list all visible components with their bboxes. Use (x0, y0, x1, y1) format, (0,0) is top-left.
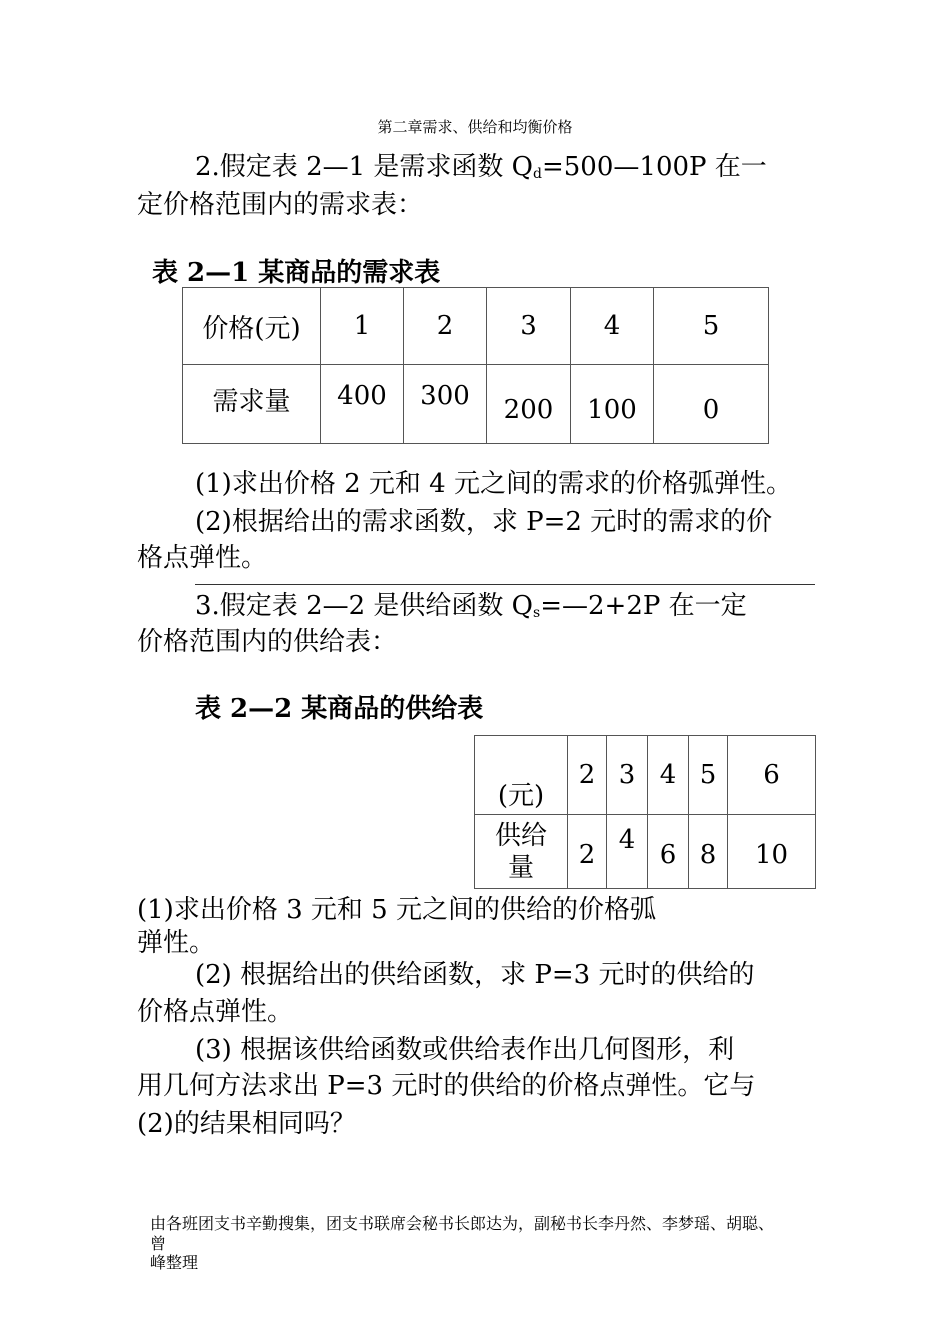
q2-line1-post: =500—100P 在一 (541, 152, 767, 182)
q2-table-title: 表 2—1 某商品的需求表 (152, 258, 441, 288)
q3-table-title: 表 2—2 某商品的供给表 (195, 694, 484, 724)
supply-table-cell: (元) (475, 736, 568, 815)
demand-table-cell: 4 (571, 288, 654, 365)
supply-label-top: 供给 (494, 820, 547, 851)
q3-line1-pre: 3.假定表 2—2 是供给函数 Q (195, 591, 534, 621)
q2-sub2-line1: (2)根据给出的需求函数，求 P=2 元时的需求的价 (195, 507, 773, 537)
q3-sub2-line1: (2) 根据给出的供给函数，求 P=3 元时的供给的 (195, 960, 755, 990)
q3-line1-post: =—2+2P 在一定 (540, 591, 747, 621)
q3-sub1-line2: 弹性。 (137, 928, 216, 958)
supply-table (474, 735, 816, 889)
demand-table-row-price (183, 288, 769, 365)
supply-table-cell: 6 (648, 815, 689, 889)
supply-table-cell: 2 (568, 736, 607, 815)
supply-table-cell: 4 (648, 736, 689, 815)
demand-table (182, 287, 769, 444)
supply-table-cell: 8 (689, 815, 728, 889)
supply-table-cell: 3 (607, 736, 648, 815)
demand-table-cell: 2 (404, 288, 487, 365)
q3-line1 (195, 589, 747, 630)
demand-table-cell: 300 (404, 365, 487, 444)
divider-line (195, 584, 815, 585)
supply-table-cell: 4 (607, 815, 648, 889)
q2-line2: 定价格范围内的需求表： (137, 190, 424, 220)
demand-table-cell: 3 (487, 288, 571, 365)
q3-sub2-line2: 价格点弹性。 (137, 997, 294, 1027)
demand-table-cell: 需求量 (183, 365, 321, 444)
q2-sub2-line2: 格点弹性。 (137, 543, 268, 573)
demand-table-cell: 400 (321, 365, 404, 444)
demand-table-cell: 100 (571, 365, 654, 444)
page-header-title: 第二章需求、供给和均衡价格 (377, 118, 573, 136)
q3-line2: 价格范围内的供给表： (137, 627, 398, 657)
demand-table-cell: 0 (654, 365, 769, 444)
q3-sub3-line1: (3) 根据该供给函数或供给表作出几何图形，利 (195, 1035, 735, 1065)
q2-line1 (195, 150, 767, 191)
supply-table-cell: 2 (568, 815, 607, 889)
supply-table-cell: 5 (689, 736, 728, 815)
demand-table-row-quantity (183, 365, 769, 444)
q3-line1-subscript: s (533, 605, 541, 621)
footer-line3: 峰整理 (150, 1253, 199, 1272)
footer-line1: 由各班团支书辛勤搜集，团支书联席会秘书长郎达为，副秘书长李丹然、李梦瑶、胡聪、 (150, 1214, 775, 1233)
supply-table-cell: 6 (728, 736, 816, 815)
q3-sub3-line3: (2)的结果相同吗？ (137, 1109, 356, 1139)
demand-table-cell: 价格(元) (183, 288, 321, 365)
footer-line2: 曾 (150, 1234, 167, 1253)
demand-table-cell: 200 (487, 365, 571, 444)
supply-table-label-cell (475, 815, 568, 889)
supply-table-row-quantity (475, 815, 816, 889)
supply-table-cell: 10 (728, 815, 816, 889)
demand-table-cell: 5 (654, 288, 769, 365)
supply-label-bottom: 量 (507, 852, 534, 883)
supply-table-row-price (475, 736, 816, 815)
q2-line1-subscript: d (533, 166, 542, 182)
q2-sub1: (1)求出价格 2 元和 4 元之间的需求的价格弧弹性。 (195, 469, 792, 499)
q3-sub1-line1: (1)求出价格 3 元和 5 元之间的供给的价格弧 (137, 895, 656, 925)
q3-sub3-line2: 用几何方法求出 P=3 元时的供给的价格点弹性。它与 (137, 1071, 756, 1101)
q2-line1-pre: 2.假定表 2—1 是需求函数 Q (195, 152, 534, 182)
demand-table-cell: 1 (321, 288, 404, 365)
